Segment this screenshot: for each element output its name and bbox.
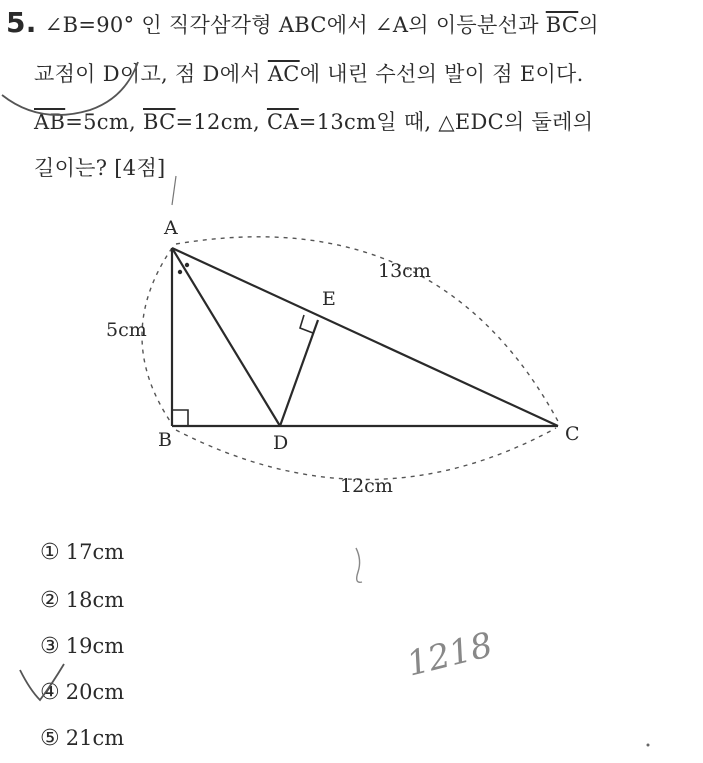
bc-value: =12cm, <box>175 110 267 134</box>
choice-4[interactable] <box>40 680 124 705</box>
choice-5-mark: ⑤ <box>40 726 60 751</box>
label-b: B <box>158 429 172 451</box>
choice-4-text: 20cm <box>65 680 125 704</box>
perpendicular-de <box>280 320 318 426</box>
segment-bc-label-2: $\overline{BC}$ <box>143 110 176 134</box>
problem-text-4: 길이는? [4점] <box>34 156 166 180</box>
question-number: 5. <box>6 6 37 39</box>
problem-text-1-tail: 의 <box>578 13 599 37</box>
angle-bisector-ad <box>172 248 280 426</box>
right-angle-mark-e <box>300 315 313 333</box>
handwritten-note: 1218 <box>402 624 497 685</box>
choice-2[interactable] <box>40 588 124 613</box>
choice-3-text: 19cm <box>65 634 125 658</box>
bc-length-arc <box>176 428 556 480</box>
angle-dot-2 <box>178 270 182 274</box>
ab-value: =5cm, <box>65 110 143 134</box>
choice-4-mark: ④ <box>40 680 60 705</box>
choice-1-mark: ① <box>40 540 60 565</box>
choice-1[interactable] <box>40 540 124 565</box>
length-label-ca: 13cm <box>378 260 431 282</box>
right-angle-mark-b <box>172 410 188 426</box>
label-a: A <box>164 217 178 239</box>
choice-2-mark: ② <box>40 588 60 613</box>
length-label-ab: 5cm <box>106 319 147 341</box>
length-label-bc: 12cm <box>340 475 393 497</box>
problem-text-2-tail: 에 내린 수선의 발이 점 E이다. <box>299 62 584 86</box>
choice-1-text: 17cm <box>65 540 125 564</box>
problem-text-2: 교점이 D이고, 점 D에서 <box>34 62 268 86</box>
angle-dot-1 <box>185 263 189 267</box>
segment-ab-label: $\overline{AB}$ <box>34 110 66 134</box>
label-c: C <box>565 423 580 445</box>
ca-value: =13cm일 때, △EDC의 둘레의 <box>298 110 594 134</box>
choice-2-text: 18cm <box>65 588 125 612</box>
choice-5[interactable] <box>40 726 124 751</box>
ca-length-arc <box>176 237 560 425</box>
choice-3-mark: ③ <box>40 634 60 659</box>
segment-ac-label: $\overline{AC}$ <box>267 62 300 86</box>
problem-text-1: ∠B=90° 인 직각삼각형 ABC에서 ∠A의 이등분선과 <box>44 13 546 37</box>
side-ca <box>172 248 558 426</box>
label-d: D <box>273 432 289 454</box>
choice-5-text: 21cm <box>65 726 125 750</box>
choice-3[interactable] <box>40 634 124 659</box>
segment-ca-label: $\overline{CA}$ <box>266 110 299 134</box>
label-e: E <box>322 288 336 310</box>
segment-bc-label: $\overline{BC}$ <box>545 13 579 37</box>
